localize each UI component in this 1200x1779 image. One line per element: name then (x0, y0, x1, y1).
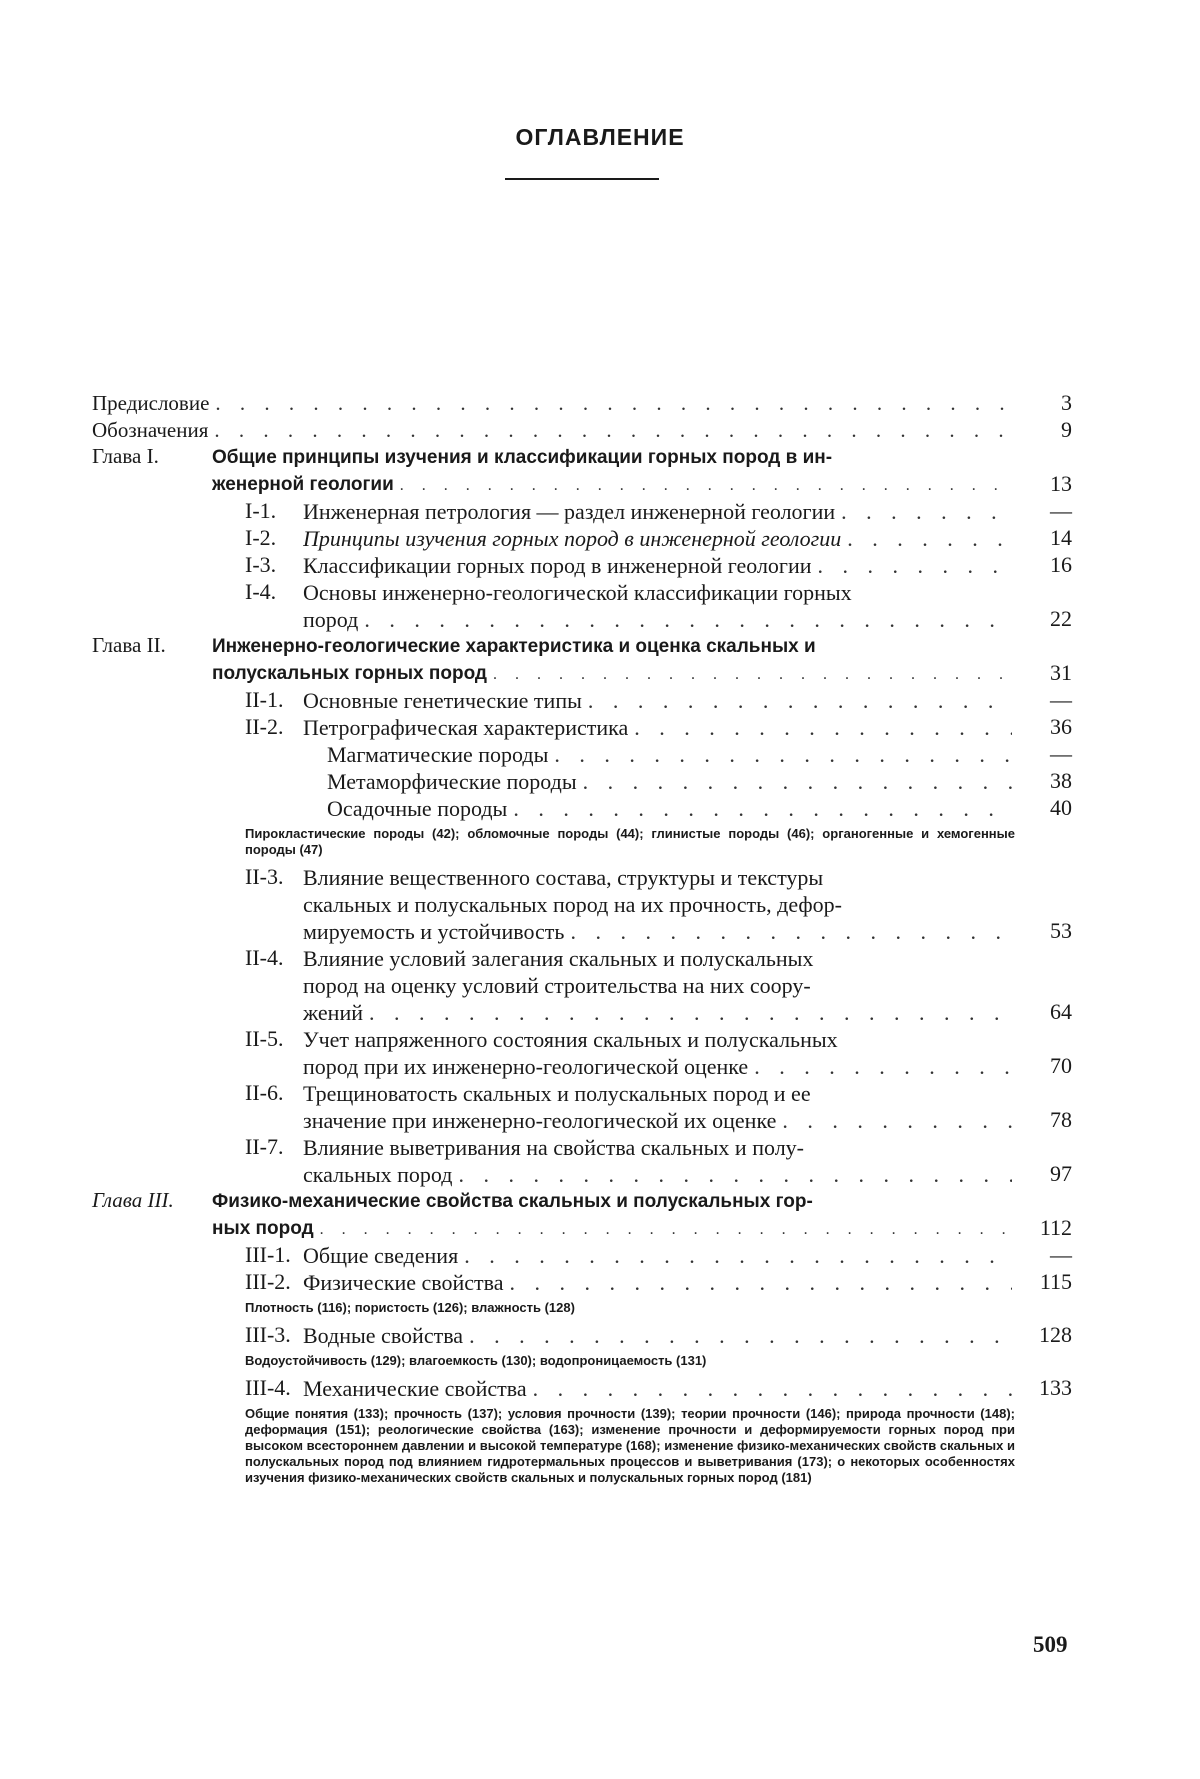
subsection-title: Магматические породы (327, 741, 548, 768)
toc-section[interactable] (245, 1242, 1072, 1269)
section-title-cont: жений (303, 999, 363, 1026)
section-number: II-3. (245, 864, 303, 945)
toc-entry[interactable] (92, 417, 1072, 444)
subtopics-note: Общие понятия (133); прочность (137); условия прочности (139); теории прочности (146); природа прочности (148); деформация (151); реологические свойства (163); изменение прочности и деформируемости горных пород при высоком всестороннем давлении и высокой температуре (168); изменение физико-механических свойств скальных и полускальных пород под влиянием гидротермальных процессов и выветривания (173); о некоторых особенностях изучения физико-механических свойств скальных и полускальных горных пород (181) (245, 1406, 1015, 1486)
entry-page: 22 (1022, 606, 1072, 632)
section-number: I-1. (245, 498, 303, 525)
section-number: II-7. (245, 1134, 303, 1188)
entry-page: 64 (1022, 999, 1072, 1025)
subtopics-note: Пирокластические породы (42); обломочные породы (44); глинистые породы (46); органогенные и хемогенные породы (47) (245, 826, 1015, 858)
toc-section[interactable] (245, 1322, 1072, 1349)
chapter-label: Глава II. (92, 633, 212, 687)
subtopics-note: Водоустойчивость (129); влагоемкость (130); водопроницаемость (131) (245, 1353, 1015, 1369)
toc-section[interactable] (245, 714, 1072, 741)
subtopics-note: Плотность (116); пористость (126); влажность (128) (245, 1300, 1015, 1316)
section-title: Учет напряженного состояния скальных и полускальных (303, 1026, 838, 1053)
chapter-label: Глава III. (92, 1188, 212, 1242)
entry-page: 112 (1022, 1215, 1072, 1241)
toc-section[interactable] (245, 552, 1072, 579)
section-number: II-5. (245, 1026, 303, 1080)
entry-page: 3 (1022, 390, 1072, 416)
section-title: Физические свойства (303, 1269, 504, 1296)
toc-subsection[interactable] (327, 741, 1072, 768)
title-divider (505, 178, 659, 180)
section-title-cont: значение при инженерно-геологической их оценке (303, 1107, 776, 1134)
page-number: 509 (1033, 1632, 1068, 1658)
section-title-cont: скальных и полускальных пород на их прочность, дефор- (303, 891, 842, 918)
section-title: Влияние выветривания на свойства скальных и полу- (303, 1134, 804, 1161)
chapter-title: Общие принципы изучения и классификации горных пород в ин- (212, 444, 832, 471)
entry-page: 70 (1022, 1053, 1072, 1079)
toc-subsection[interactable] (327, 768, 1072, 795)
entry-title: Предисловие (92, 390, 209, 417)
toc-section[interactable] (245, 864, 1072, 945)
section-title: Основные генетические типы (303, 687, 582, 714)
subsection-title: Осадочные породы (327, 795, 507, 822)
entry-page: — (1022, 741, 1072, 767)
entry-page: 97 (1022, 1161, 1072, 1187)
entry-page: 128 (1022, 1322, 1072, 1348)
section-title: Классификации горных пород в инженерной геологии (303, 552, 812, 579)
section-title: Влияние вещественного состава, структуры и текстуры (303, 864, 823, 891)
toc-entry[interactable] (92, 390, 1072, 417)
entry-page: 14 (1022, 525, 1072, 551)
entry-page: 31 (1022, 660, 1072, 686)
section-title: Петрографическая характеристика (303, 714, 628, 741)
entry-page: — (1022, 498, 1072, 524)
entry-page: 53 (1022, 918, 1072, 944)
table-of-contents (92, 390, 1072, 1492)
toc-section[interactable] (245, 945, 1072, 1026)
entry-page: 133 (1022, 1375, 1072, 1401)
chapter-label: Глава I. (92, 444, 212, 498)
section-title-cont: пород на оценку условий строительства на них соору- (303, 972, 811, 999)
toc-chapter[interactable] (92, 1188, 1072, 1242)
entry-page: 16 (1022, 552, 1072, 578)
section-number: III-4. (245, 1375, 303, 1402)
chapter-title-cont: ных пород (212, 1215, 314, 1242)
section-title: Трещиноватость скальных и полускальных пород и ее (303, 1080, 811, 1107)
section-number: I-3. (245, 552, 303, 579)
subsection-title: Метаморфические породы (327, 768, 577, 795)
section-number: II-2. (245, 714, 303, 741)
section-title-cont: мируемость и устойчивость (303, 918, 564, 945)
entry-page: — (1022, 687, 1072, 713)
entry-page: 13 (1022, 471, 1072, 497)
chapter-title-cont: женерной геологии (212, 471, 394, 498)
chapter-title: Физико-механические свойства скальных и полускальных гор- (212, 1188, 813, 1215)
entry-title: Обозначения (92, 417, 208, 444)
section-title: Механические свойства (303, 1375, 527, 1402)
toc-section[interactable] (245, 579, 1072, 633)
toc-chapter[interactable] (92, 444, 1072, 498)
toc-section[interactable] (245, 1026, 1072, 1080)
section-number: II-6. (245, 1080, 303, 1134)
chapter-title-cont: полускальных горных пород (212, 660, 487, 687)
entry-page: 38 (1022, 768, 1072, 794)
section-title-cont: пород (303, 606, 358, 633)
section-number: I-2. (245, 525, 303, 552)
section-number: II-1. (245, 687, 303, 714)
section-title: Общие сведения (303, 1242, 458, 1269)
toc-section[interactable] (245, 687, 1072, 714)
section-title-cont: скальных пород (303, 1161, 452, 1188)
toc-chapter[interactable] (92, 633, 1072, 687)
entry-page: 9 (1022, 417, 1072, 443)
section-number: I-4. (245, 579, 303, 633)
entry-page: 78 (1022, 1107, 1072, 1133)
toc-section[interactable] (245, 1269, 1072, 1296)
section-number: III-2. (245, 1269, 303, 1296)
toc-section[interactable] (245, 1375, 1072, 1402)
section-title: Инженерная петрология — раздел инженерной геологии (303, 498, 835, 525)
toc-section[interactable] (245, 525, 1072, 552)
entry-page: 36 (1022, 714, 1072, 740)
section-title: Влияние условий залегания скальных и полускальных (303, 945, 813, 972)
entry-page: — (1022, 1242, 1072, 1268)
toc-section[interactable] (245, 1134, 1072, 1188)
toc-subsection[interactable] (327, 795, 1072, 822)
page-title: ОГЛАВЛЕНИЕ (0, 124, 1200, 151)
section-number: III-1. (245, 1242, 303, 1269)
toc-section[interactable] (245, 498, 1072, 525)
section-number: II-4. (245, 945, 303, 1026)
section-title: Водные свойства (303, 1322, 463, 1349)
toc-section[interactable] (245, 1080, 1072, 1134)
entry-page: 40 (1022, 795, 1072, 821)
section-number: III-3. (245, 1322, 303, 1349)
section-title: Основы инженерно-геологической классификации горных (303, 579, 852, 606)
section-title-cont: пород при их инженерно-геологической оценке (303, 1053, 748, 1080)
section-title: Принципы изучения горных пород в инженерной геологии (303, 525, 841, 552)
entry-page: 115 (1022, 1269, 1072, 1295)
chapter-title: Инженерно-геологические характеристика и оценка скальных и (212, 633, 816, 660)
